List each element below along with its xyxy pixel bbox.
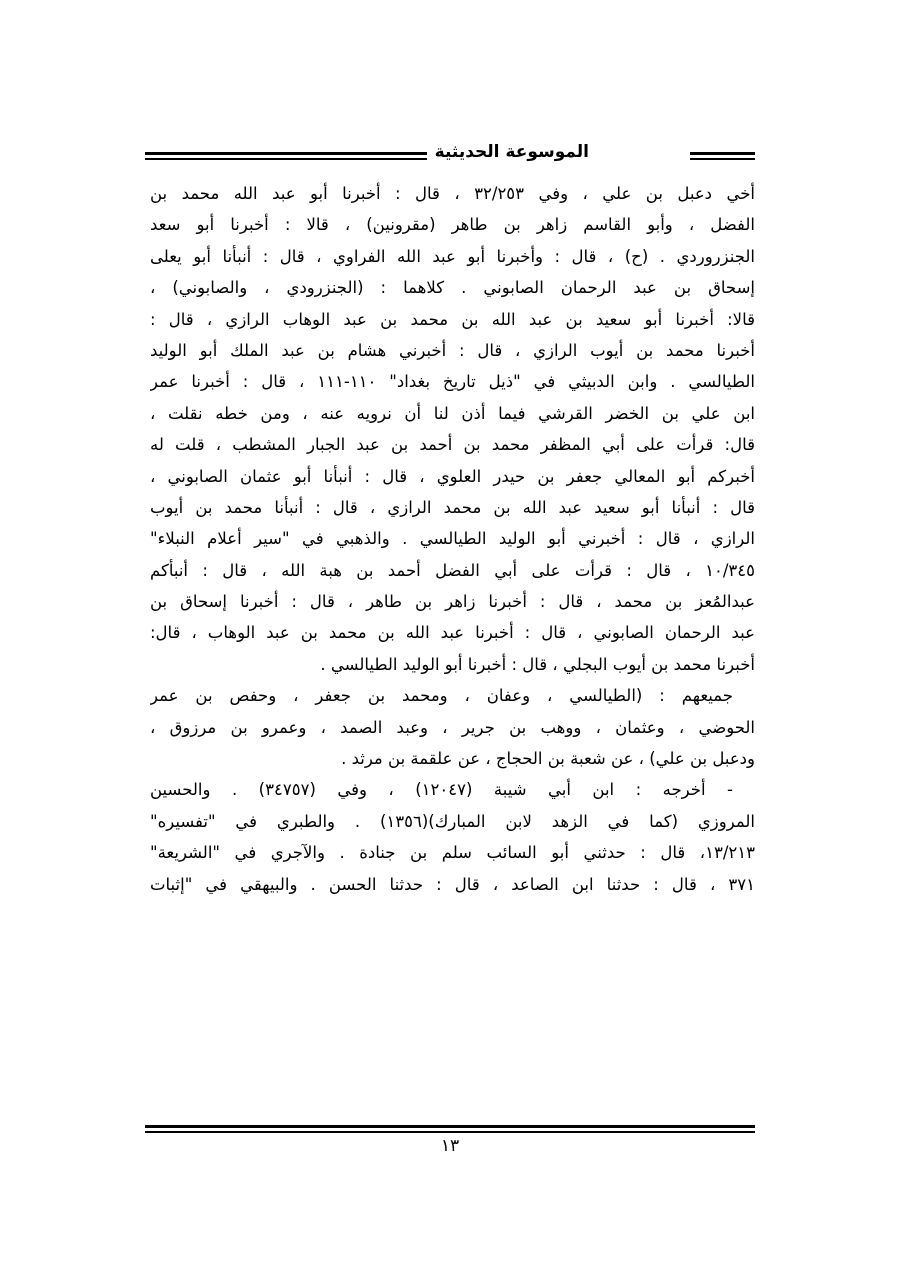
text-line: عبدالمُعز بن محمد ، قال : أخبرنا زاهر بن طاهر ، قال : أخبرنا إسحاق بن <box>150 592 755 612</box>
text-line: جميعهم : (الطيالسي ، وعفان ، ومحمد بن جعفر ، وحفص بن عمر <box>150 686 733 706</box>
text-line: ١٠/٣٤٥ ، قال : قرأت على أبي الفضل أحمد بن هبة الله ، قال : أنبأكم <box>150 560 755 580</box>
text-line: الطيالسي . وابن الدبيثي في "ذيل تاريخ بغداد" ١١٠-١١١ ، قال : أخبرنا عمر <box>150 372 755 392</box>
header-title: الموسوعة الحديثية <box>427 142 597 162</box>
text-line: قال: قرأت على أبي المظفر محمد بن أحمد بن عبد الجبار المشطب ، قلت له <box>150 435 755 455</box>
header-rule-right-top <box>690 152 755 155</box>
page-header <box>145 140 755 170</box>
text-line: الحوضي ، وعثمان ، ووهب بن جرير ، وعبد الصمد ، وعمرو بن مرزوق ، <box>150 717 755 737</box>
footer-rule-top <box>145 1125 755 1128</box>
text-line: أخبرنا محمد بن أيوب البجلي ، قال : أخبرنا أبو الوليد الطيالسي . <box>320 654 755 674</box>
body-text <box>150 178 755 900</box>
text-line: الجنزروردي . (ح) ، قال : وأخبرنا أبو عبد الله الفراوي ، قال : أنبأنا أبو يعلى <box>150 246 755 266</box>
text-line: أخبرنا محمد بن أيوب الرازي ، قال : أخبرني هشام بن عبد الملك أبو الوليد <box>150 340 755 360</box>
text-line: إسحاق بن عبد الرحمان الصابوني . كلاهما : (الجنزرودي ، والصابوني) ، <box>150 278 755 298</box>
text-line: قالا: أخبرنا أبو سعيد بن عبد الله بن محمد بن عبد الوهاب الرازي ، قال : <box>150 309 755 329</box>
text-line: ٣٧١ ، قال : حدثنا ابن الصاعد ، قال : حدثنا الحسن . والبيهقي في "إثبات <box>150 874 755 894</box>
text-line: الفضل ، وأبو القاسم زاهر بن طاهر (مقرونين) ، قالا : أخبرنا أبو سعد <box>150 215 755 235</box>
text-line: الرازي ، قال : أخبرني أبو الوليد الطيالسي . والذهبي في "سير أعلام النبلاء" <box>150 529 755 549</box>
text-line: ابن علي بن الخضر القرشي فيما أذن لنا أن نرويه عنه ، ومن خطه نقلت ، <box>150 403 755 423</box>
footer-rule-bottom <box>145 1131 755 1133</box>
page-number: ١٣ <box>440 1136 460 1156</box>
text-line: أخبركم أبو المعالي جعفر بن حيدر العلوي ، قال : أنبأنا أبو عثمان الصابوني ، <box>150 466 755 486</box>
text-line: قال : أنبأنا أبو سعيد عبد الله بن محمد الرازي ، قال : أنبأنا محمد بن أيوب <box>150 497 755 517</box>
text-line: ١٣/٢١٣، قال : حدثني أبو السائب سلم بن جنادة . والآجري في "الشريعة" <box>150 843 755 863</box>
text-line: المروزي (كما في الزهد لابن المبارك)(١٣٥٦) . والطبري في "تفسيره" <box>150 811 755 831</box>
text-line: أخي دعبل بن علي ، وفي ٣٢/٢٥٣ ، قال : أخبرنا أبو عبد الله محمد بن <box>150 184 755 203</box>
text-line: ودعبل بن علي) ، عن شعبة بن الحجاج ، عن علقمة بن مرثد . <box>341 749 755 769</box>
text-line: عبد الرحمان الصابوني ، قال : أخبرنا عبد الله بن محمد بن عبد الوهاب ، قال: <box>150 623 755 643</box>
header-rule-right-bottom <box>690 158 755 160</box>
text-line: - أخرجه : ابن أبي شيبة (١٢٠٤٧) ، وفي (٣٤٧٥٧) . والحسين <box>150 780 733 800</box>
